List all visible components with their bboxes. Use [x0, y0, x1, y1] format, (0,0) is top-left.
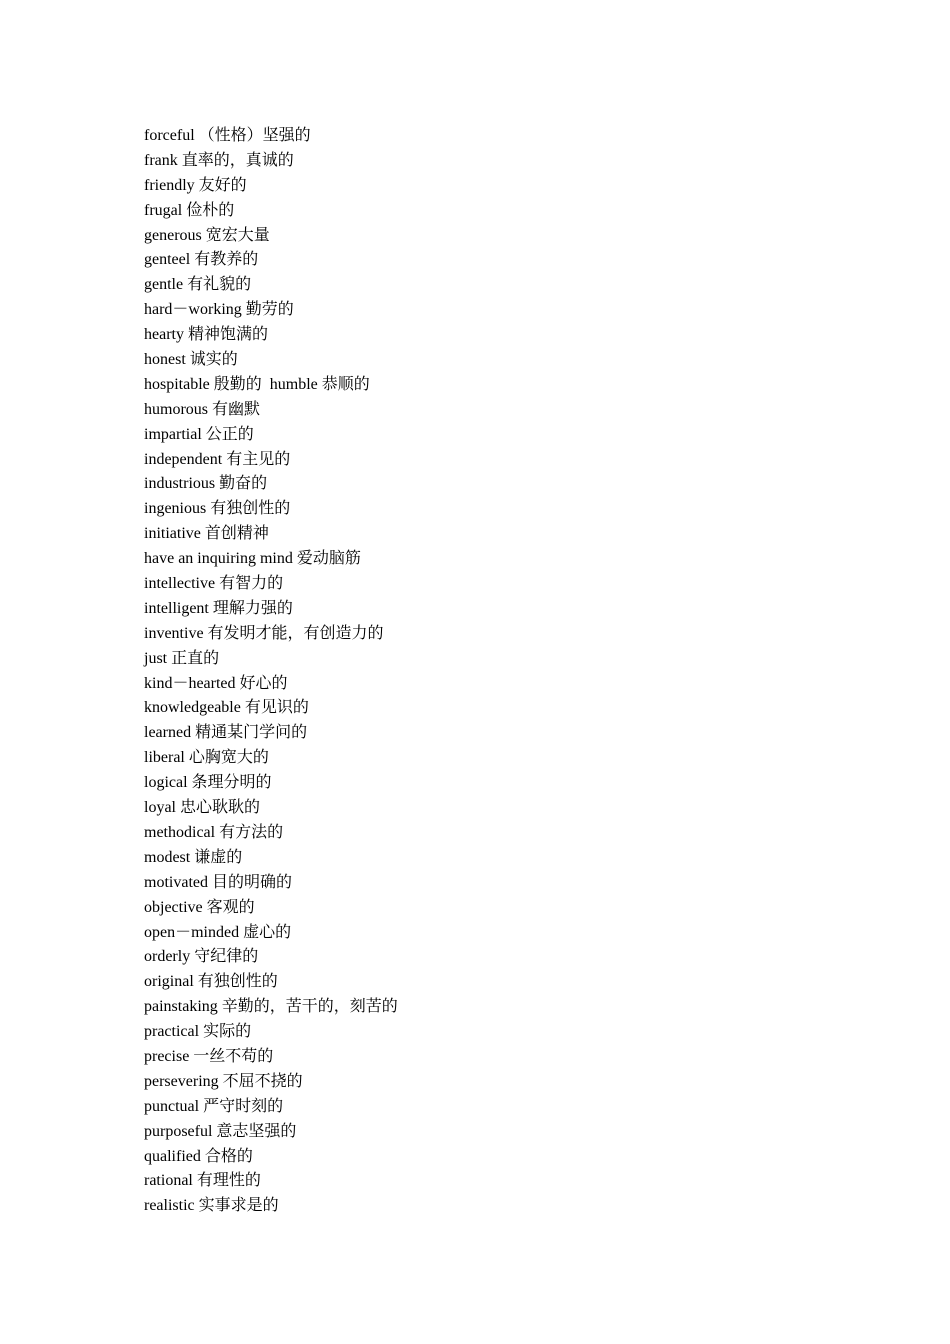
list-item: realistic 实事求是的 — [144, 1197, 279, 1215]
list-item: objective 客观的 — [144, 898, 255, 916]
list-item: practical 实际的 — [144, 1023, 252, 1041]
list-item: frugal 俭朴的 — [144, 201, 235, 219]
list-item: hospitable 殷勤的 humble 恭顺的 — [144, 375, 370, 393]
list-item: generous 宽宏大量 — [144, 226, 270, 244]
list-item: purposeful 意志坚强的 — [144, 1122, 297, 1140]
list-item: original 有独创性的 — [144, 973, 278, 991]
list-item: orderly 守纪律的 — [144, 948, 259, 966]
list-item: kind－hearted 好心的 — [144, 674, 288, 692]
list-item: methodical 有方法的 — [144, 823, 284, 841]
list-item: honest 诚实的 — [144, 351, 238, 369]
list-item: painstaking 辛勤的，苦干的，刻苦的 — [144, 998, 398, 1016]
vocabulary-list — [144, 124, 398, 1219]
list-item: hard－working 勤劳的 — [144, 301, 294, 319]
list-item: motivated 目的明确的 — [144, 873, 292, 891]
list-item: open－minded 虚心的 — [144, 923, 292, 941]
list-item: qualified 合格的 — [144, 1147, 253, 1165]
list-item: inventive 有发明才能，有创造力的 — [144, 624, 384, 642]
list-item: knowledgeable 有见识的 — [144, 699, 309, 717]
list-item: friendly 友好的 — [144, 176, 247, 194]
list-item: independent 有主见的 — [144, 450, 291, 468]
list-item: just 正直的 — [144, 649, 220, 667]
list-item: intellective 有智力的 — [144, 575, 284, 593]
list-item: punctual 严守时刻的 — [144, 1097, 284, 1115]
list-item: gentle 有礼貌的 — [144, 276, 252, 294]
list-item: ingenious 有独创性的 — [144, 500, 291, 518]
list-item: loyal 忠心耿耿的 — [144, 799, 260, 817]
list-item: liberal 心胸宽大的 — [144, 749, 269, 767]
list-item: precise 一丝不苟的 — [144, 1047, 274, 1065]
list-item: logical 条理分明的 — [144, 774, 272, 792]
list-item: impartial 公正的 — [144, 425, 254, 443]
list-item: frank 直率的，真诚的 — [144, 151, 294, 169]
list-item: rational 有理性的 — [144, 1172, 261, 1190]
list-item: intelligent 理解力强的 — [144, 599, 293, 617]
list-item: initiative 首创精神 — [144, 525, 269, 543]
list-item: learned 精通某门学问的 — [144, 724, 308, 742]
list-item: modest 谦虚的 — [144, 848, 243, 866]
list-item: have an inquiring mind 爱动脑筋 — [144, 550, 361, 568]
list-item: forceful （性格）坚强的 — [144, 127, 311, 144]
list-item: industrious 勤奋的 — [144, 475, 268, 493]
list-item: persevering 不屈不挠的 — [144, 1072, 303, 1090]
list-item: genteel 有教养的 — [144, 251, 259, 269]
list-item: humorous 有幽默 — [144, 400, 261, 418]
list-item: hearty 精神饱满的 — [144, 326, 268, 344]
